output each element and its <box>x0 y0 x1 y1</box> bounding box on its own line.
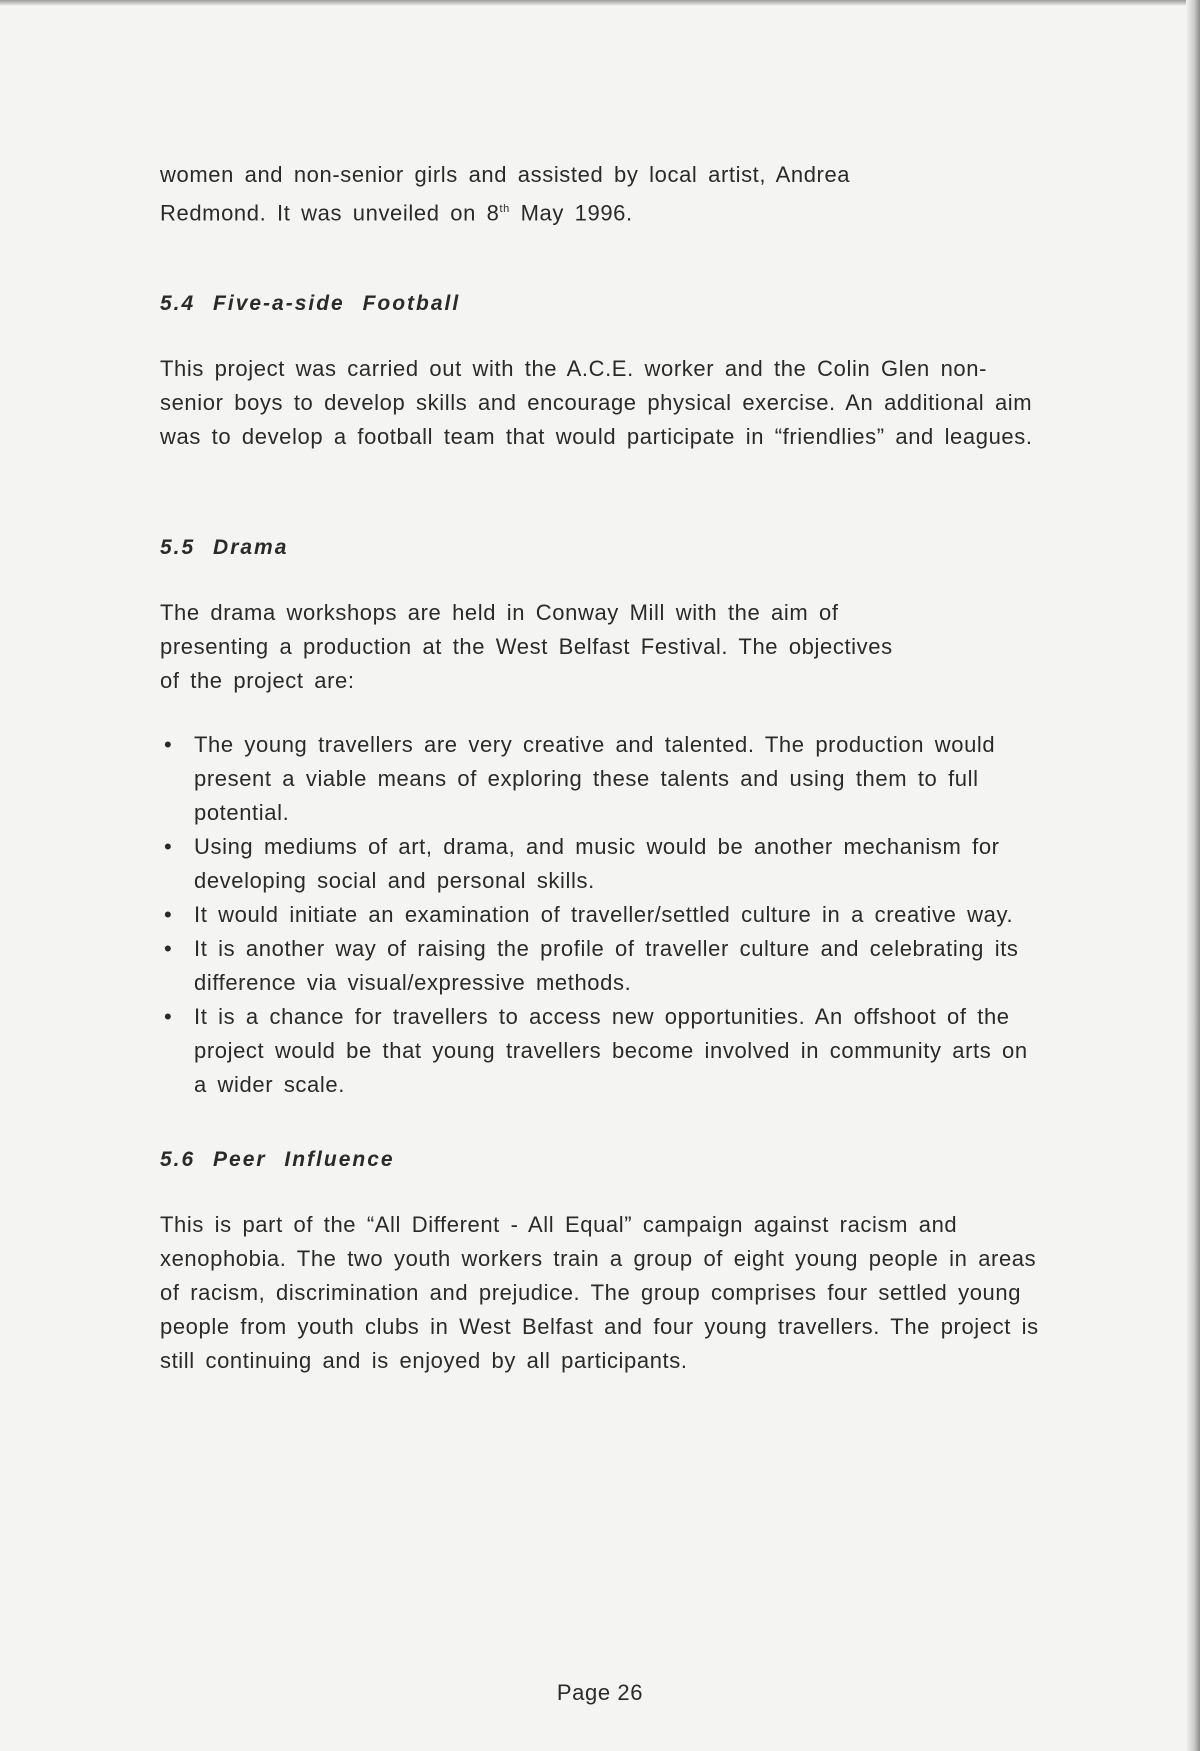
bullet-icon: • <box>164 936 173 962</box>
list-item <box>160 898 1040 932</box>
football-paragraph: This project was carried out with the A.C.E. worker and the Colin Glen non-senior boys to develop skills and encourage physical exercise. An additional aim was to develop a football team that would participate in “friendlies” and leagues. <box>160 356 1033 450</box>
intro-text-before: women and non-senior girls and assisted by local artist, Andrea Redmond. It was unveiled on 8 <box>160 162 851 226</box>
intro-superscript: th <box>499 203 510 215</box>
section-heading-drama: 5.5 Drama <box>160 536 289 560</box>
bullet-icon: • <box>164 732 173 758</box>
list-item-text: Using mediums of art, drama, and music would be another mechanism for developing social and personal skills. <box>194 834 1000 894</box>
bullet-icon: • <box>164 902 173 928</box>
list-item <box>160 728 1040 830</box>
page-content <box>160 158 1040 1378</box>
list-item <box>160 932 1040 1000</box>
peer-influence-paragraph: This is part of the “All Different - All Equal” campaign against racism and xenophobia. The two youth workers train a group of eight young people in areas of racism, discrimination and prejudice. The group comprises four settled young people from youth clubs in West Belfast and four young travellers. The project is still continuing and is enjoyed by all participants. <box>160 1212 1039 1374</box>
section-heading-football: 5.4 Five-a-side Football <box>160 292 461 316</box>
bullet-icon: • <box>164 834 173 860</box>
list-item <box>160 1000 1040 1102</box>
drama-objectives-list <box>160 728 1040 1102</box>
page-number: Page 26 <box>556 1680 644 1705</box>
drama-paragraph: The drama workshops are held in Conway Mill with the aim of presenting a production at the West Belfast Festival. The objectives of the project are: <box>160 600 893 694</box>
intro-paragraph <box>160 158 900 230</box>
list-item-text: The young travellers are very creative and talented. The production would present a viable means of exploring these talents and using them to full potential. <box>194 732 996 826</box>
section-heading-peer-influence: 5.6 Peer Influence <box>160 1148 395 1172</box>
list-item-text: It is another way of raising the profile of traveller culture and celebrating its difference via visual/expressive methods. <box>194 936 1019 996</box>
page-right-edge <box>1186 0 1200 1751</box>
list-item-text: It would initiate an examination of traveller/settled culture in a creative way. <box>194 902 1014 928</box>
list-item-text: It is a chance for travellers to access new opportunities. An offshoot of the project would be that young travellers become involved in community arts on a wider scale. <box>194 1004 1028 1098</box>
page-top-edge <box>0 0 1200 6</box>
list-item <box>160 830 1040 898</box>
intro-text-after: May 1996. <box>509 200 633 226</box>
bullet-icon: • <box>164 1004 173 1030</box>
